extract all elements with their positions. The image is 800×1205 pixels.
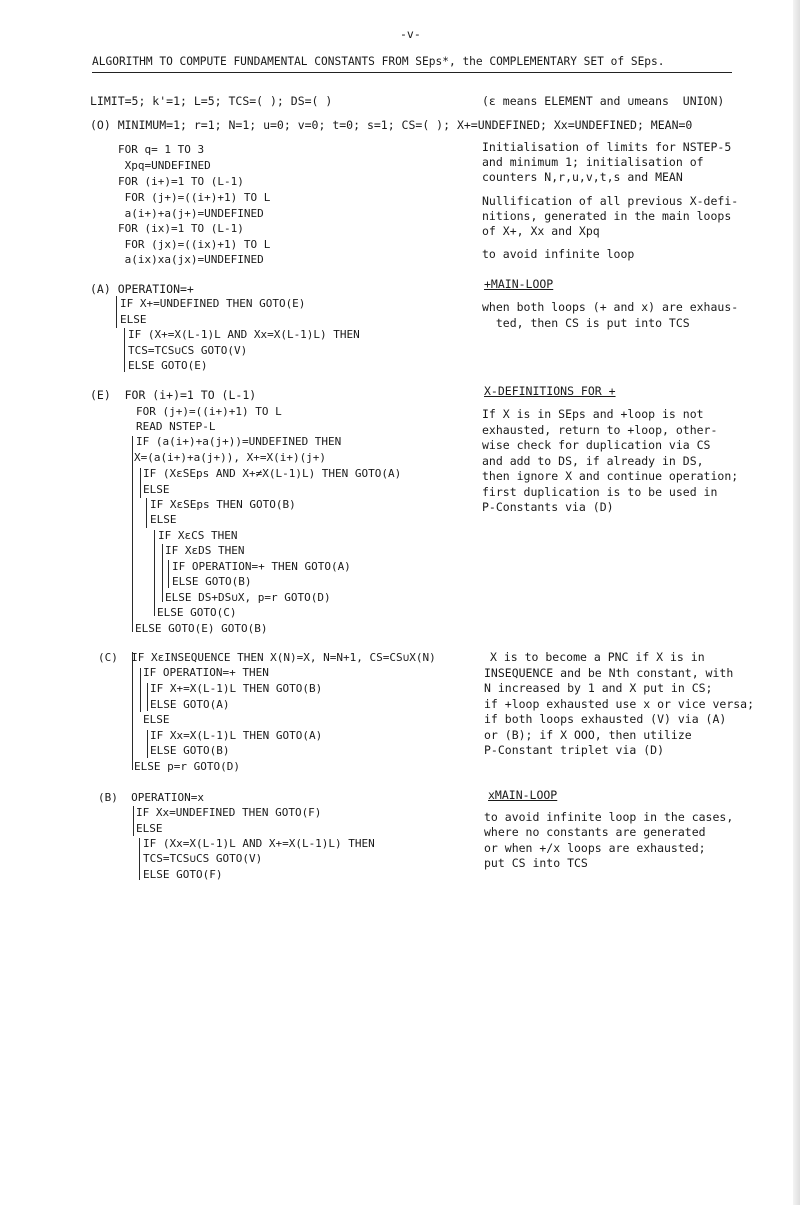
nesting-bracket xyxy=(140,668,141,712)
note-line: or (B); if X OOO, then utilize xyxy=(484,728,692,742)
code-line: ELSE p=r GOTO(D) xyxy=(134,760,240,773)
code-line: IF (XεSEps AND X+≠X(L-1)L) THEN GOTO(A) xyxy=(143,467,402,480)
nesting-bracket xyxy=(168,560,169,588)
section-heading: +MAIN-LOOP xyxy=(484,277,554,291)
code-line: IF XεDS THEN xyxy=(165,544,245,557)
note-line: nitions, generated in the main loops xyxy=(482,209,732,223)
legend-note: (ε means ELEMENT and ∪means UNION) xyxy=(482,94,725,108)
code-line: TCS=TCS∪CS GOTO(V) xyxy=(128,344,248,357)
code-line: ELSE xyxy=(150,513,177,526)
code-line: a(i+)+a(j+)=UNDEFINED xyxy=(118,207,264,220)
code-line: READ NSTEP-L xyxy=(136,420,216,433)
code-line: FOR q= 1 TO 3 xyxy=(118,143,205,156)
nesting-bracket xyxy=(140,468,141,498)
note-line: and minimum 1; initialisation of xyxy=(482,155,704,169)
code-line: ELSE GOTO(B) xyxy=(172,575,252,588)
code-line: (B) OPERATION=x xyxy=(98,791,204,804)
code-line: IF OPERATION=+ THEN xyxy=(143,666,269,679)
code-line: (E) FOR (i+)=1 TO (L-1) xyxy=(90,388,257,402)
note-line: exhausted, return to +loop, other- xyxy=(482,423,718,437)
note-line: if +loop exhausted use x or vice versa; xyxy=(484,697,755,711)
section-heading: X-DEFINITIONS FOR + xyxy=(484,384,616,398)
note-line: P-Constants via (D) xyxy=(482,500,614,514)
code-line: ELSE xyxy=(143,483,170,496)
code-line: ELSE xyxy=(143,713,170,726)
note-line: Nullification of all previous X-defi- xyxy=(482,194,739,208)
code-line: ELSE GOTO(F) xyxy=(143,868,223,881)
nesting-bracket xyxy=(124,328,125,372)
note-line: if both loops exhausted (V) via (A) xyxy=(484,712,727,726)
code-line: X=(a(i+)+a(j+)), X+=X(i+)(j+) xyxy=(134,451,327,464)
note-line: of X+, Xx and Xpq xyxy=(482,224,600,238)
note-line: where no constants are generated xyxy=(484,825,706,839)
code-line: ELSE xyxy=(120,313,147,326)
note-line: wise check for duplication via CS xyxy=(482,438,711,452)
code-line: FOR (j+)=((i+)+1) TO L xyxy=(136,405,282,418)
code-line: IF (a(i+)+a(j+))=UNDEFINED THEN xyxy=(136,435,342,448)
code-line: IF (Xx=X(L-1)L AND X+=X(L-1)L) THEN xyxy=(143,837,375,850)
nesting-bracket xyxy=(133,806,134,836)
code-line: (A) OPERATION=+ xyxy=(90,282,194,296)
nesting-bracket xyxy=(116,296,117,328)
note-line: P-Constant triplet via (D) xyxy=(484,743,665,757)
nesting-bracket xyxy=(139,838,140,880)
init-line: (O) MINIMUM=1; r=1; N=1; u=0; v=0; t=0; s=1; CS=( ); X+=UNDEFINED; Xx=UNDEFINED; MEAN=0 xyxy=(90,118,693,132)
section-heading: xMAIN-LOOP xyxy=(488,788,558,802)
note-line: If X is in SEps and +loop is not xyxy=(482,407,704,421)
limits-line: LIMIT=5; k'=1; L=5; TCS=( ); DS=( ) xyxy=(90,94,333,108)
note-line: and add to DS, if already in DS, xyxy=(482,454,704,468)
note-line: first duplication is to be used in xyxy=(482,485,718,499)
code-line: ELSE GOTO(B) xyxy=(150,744,230,757)
nesting-bracket xyxy=(132,436,133,632)
note-line: N increased by 1 and X put in CS; xyxy=(484,681,713,695)
code-line: IF X+=X(L-1)L THEN GOTO(B) xyxy=(150,682,323,695)
nesting-bracket xyxy=(146,498,147,528)
page-title: ALGORITHM TO COMPUTE FUNDAMENTAL CONSTANTS FROM SEps*, the COMPLEMENTARY SET of SEps. xyxy=(92,55,665,68)
code-line: ELSE GOTO(E) GOTO(B) xyxy=(135,622,268,635)
title-underline xyxy=(92,72,732,73)
code-line: IF Xx=X(L-1)L THEN GOTO(A) xyxy=(150,729,323,742)
nesting-bracket xyxy=(154,530,155,616)
code-line: ELSE GOTO(E) xyxy=(128,359,208,372)
code-line: FOR (i+)=1 TO (L-1) xyxy=(118,175,244,188)
scan-edge-shadow xyxy=(793,0,800,1205)
note-line: INSEQUENCE and be Nth constant, with xyxy=(484,666,734,680)
code-line: ELSE xyxy=(136,822,163,835)
note-line: Initialisation of limits for NSTEP-5 xyxy=(482,140,732,154)
note-line: when both loops (+ and x) are exhaus- xyxy=(482,300,739,314)
code-line: IF OPERATION=+ THEN GOTO(A) xyxy=(172,560,351,573)
code-line: IF XεSEps THEN GOTO(B) xyxy=(150,498,296,511)
code-line: FOR (ix)=1 TO (L-1) xyxy=(118,222,244,235)
code-line: Xpq=UNDEFINED xyxy=(118,159,211,172)
code-line: IF Xx=UNDEFINED THEN GOTO(F) xyxy=(136,806,322,819)
note-line: ted, then CS is put into TCS xyxy=(482,316,690,330)
note-line: to avoid infinite loop in the cases, xyxy=(484,810,734,824)
code-line: IF X+=UNDEFINED THEN GOTO(E) xyxy=(120,297,306,310)
note-line: put CS into TCS xyxy=(484,856,588,870)
code-line: ELSE GOTO(C) xyxy=(157,606,237,619)
code-line: ELSE DS+DS∪X, p=r GOTO(D) xyxy=(165,591,331,604)
nesting-bracket xyxy=(162,544,163,602)
note-line: or when +/x loops are exhausted; xyxy=(484,841,706,855)
note-line: to avoid infinite loop xyxy=(482,247,635,261)
page-number: -v- xyxy=(400,27,421,41)
nesting-bracket xyxy=(132,652,133,770)
note-line: X is to become a PNC if X is in xyxy=(490,650,705,664)
code-line: FOR (jx)=((ix)+1) TO L xyxy=(118,238,271,251)
nesting-bracket xyxy=(147,730,148,758)
code-line: ELSE GOTO(A) xyxy=(150,698,230,711)
note-line: counters N,r,u,v,t,s and MEAN xyxy=(482,170,683,184)
code-line: (C) IF XεINSEQUENCE THEN X(N)=X, N=N+1, CS=CS∪X(N) xyxy=(98,651,436,664)
code-line: a(ix)xa(jx)=UNDEFINED xyxy=(118,253,264,266)
nesting-bracket xyxy=(147,683,148,711)
code-line: IF (X+=X(L-1)L AND Xx=X(L-1)L) THEN xyxy=(128,328,360,341)
code-line: IF XεCS THEN xyxy=(158,529,238,542)
code-line: TCS=TCS∪CS GOTO(V) xyxy=(143,852,263,865)
note-line: then ignore X and continue operation; xyxy=(482,469,739,483)
code-line: FOR (j+)=((i+)+1) TO L xyxy=(118,191,271,204)
